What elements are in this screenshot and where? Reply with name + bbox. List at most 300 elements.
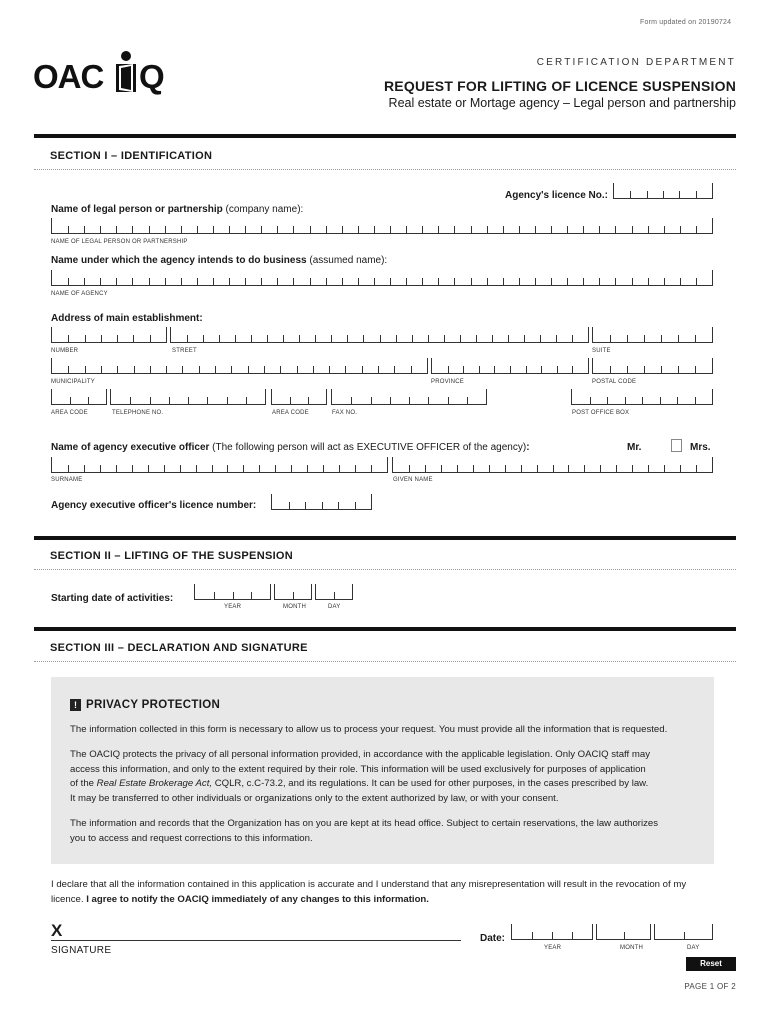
comb-divider <box>84 226 85 233</box>
comb-divider <box>625 397 626 404</box>
comb-divider <box>100 465 101 472</box>
comb-divider <box>203 335 204 342</box>
province-caption: PROVINCE <box>431 379 464 385</box>
comb-divider <box>684 932 685 939</box>
comb-divider <box>293 592 294 599</box>
comb-divider <box>412 335 413 342</box>
comb-divider <box>380 335 381 342</box>
comb-divider <box>68 335 69 342</box>
comb-divider <box>510 366 511 373</box>
given-name-field[interactable] <box>392 457 713 473</box>
comb-divider <box>149 278 150 285</box>
privacy-protection-box <box>51 677 714 864</box>
comb-divider <box>663 191 664 198</box>
start-year-field[interactable] <box>194 584 271 600</box>
comb-divider <box>448 366 449 373</box>
starting-date-label: Starting date of activities: <box>51 593 174 604</box>
comb-divider <box>396 335 397 342</box>
comb-divider <box>532 932 533 939</box>
comb-divider <box>632 226 633 233</box>
comb-divider <box>454 226 455 233</box>
comb-divider <box>535 226 536 233</box>
start-day-field[interactable] <box>315 584 353 600</box>
comb-divider <box>494 366 495 373</box>
comb-divider <box>277 226 278 233</box>
comb-divider <box>615 278 616 285</box>
privacy-paragraph-1: The information collected in this form is necessary to allow us to process your request. You must provide all the information that is requested. <box>70 724 668 735</box>
comb-divider <box>196 465 197 472</box>
signature-year-field[interactable] <box>511 924 593 940</box>
comb-divider <box>371 397 372 404</box>
executive-licence-field[interactable] <box>271 494 372 510</box>
comb-divider <box>503 278 504 285</box>
comb-divider <box>277 278 278 285</box>
comb-divider <box>197 226 198 233</box>
comb-divider <box>68 226 69 233</box>
postal-code-caption: POSTAL CODE <box>592 379 637 385</box>
comb-divider <box>406 278 407 285</box>
comb-divider <box>267 335 268 342</box>
comb-divider <box>519 226 520 233</box>
comb-divider <box>148 465 149 472</box>
comb-divider <box>390 397 391 404</box>
comb-divider <box>213 226 214 233</box>
start-year-caption: YEAR <box>224 604 242 610</box>
signature-month-field[interactable] <box>596 924 651 940</box>
comb-divider <box>678 366 679 373</box>
section-2-divider <box>34 569 736 570</box>
start-month-field[interactable] <box>274 584 312 600</box>
comb-divider <box>261 226 262 233</box>
comb-divider <box>165 226 166 233</box>
comb-divider <box>537 465 538 472</box>
assumed-name-field[interactable] <box>51 270 713 286</box>
comb-divider <box>68 465 69 472</box>
executive-officer-label-rest: (The following person will act as EXECUTIVE OFFICER of the agency) <box>209 442 527 453</box>
mr-label: Mr. <box>627 442 642 453</box>
comb-divider <box>326 226 327 233</box>
comb-divider <box>199 366 200 373</box>
comb-divider <box>169 397 170 404</box>
area-code-caption-2: AREA CODE <box>272 410 309 416</box>
comb-divider <box>334 592 335 599</box>
comb-divider <box>551 226 552 233</box>
comb-divider <box>390 278 391 285</box>
comb-divider <box>552 932 553 939</box>
page-number: PAGE 1 OF 2 <box>684 982 736 991</box>
comb-divider <box>297 366 298 373</box>
comb-divider <box>308 397 309 404</box>
comb-divider <box>264 366 265 373</box>
privacy-p3-line-2: you to access and request corrections to this information. <box>70 832 313 844</box>
comb-divider <box>378 366 379 373</box>
comb-divider <box>422 226 423 233</box>
signature-month-caption: MONTH <box>620 945 643 951</box>
page-title: REQUEST FOR LIFTING OF LICENCE SUSPENSION <box>384 78 736 94</box>
department-label: CERTIFICATION DEPARTMENT <box>536 57 736 68</box>
declaration-line-2-pre: licence. <box>51 893 87 905</box>
municipality-field[interactable] <box>51 358 428 374</box>
signature-x-mark: X <box>51 921 63 940</box>
comb-divider <box>261 278 262 285</box>
comb-divider <box>355 465 356 472</box>
comb-divider <box>355 502 356 509</box>
comb-divider <box>471 226 472 233</box>
comb-divider <box>661 335 662 342</box>
comb-divider <box>438 226 439 233</box>
comb-divider <box>116 278 117 285</box>
comb-divider <box>358 226 359 233</box>
privacy-paragraph-3 <box>70 817 658 846</box>
comb-divider <box>227 397 228 404</box>
comb-divider <box>648 465 649 472</box>
comb-divider <box>362 366 363 373</box>
comb-divider <box>245 278 246 285</box>
date-label: Date: <box>480 933 506 944</box>
telephone-field[interactable] <box>110 389 266 405</box>
comb-divider <box>680 465 681 472</box>
legal-name-label <box>51 204 303 215</box>
comb-divider <box>70 397 71 404</box>
comb-divider <box>642 397 643 404</box>
declaration-line-2 <box>51 893 686 908</box>
comb-divider <box>572 366 573 373</box>
executive-licence-label: Agency executive officer's licence number: <box>51 500 257 511</box>
comb-divider <box>677 397 678 404</box>
comb-divider <box>556 335 557 342</box>
area-code-caption-1: AREA CODE <box>51 410 88 416</box>
comb-divider <box>428 335 429 342</box>
comb-divider <box>181 278 182 285</box>
comb-divider <box>599 278 600 285</box>
comb-divider <box>695 335 696 342</box>
oaciq-logo <box>33 50 173 96</box>
province-field[interactable] <box>431 358 589 374</box>
comb-divider <box>695 366 696 373</box>
comb-divider <box>342 278 343 285</box>
comb-divider <box>275 465 276 472</box>
privacy-paragraph-2 <box>70 748 650 806</box>
comb-divider <box>207 397 208 404</box>
comb-divider <box>648 226 649 233</box>
comb-divider <box>84 465 85 472</box>
comb-divider <box>326 278 327 285</box>
comb-divider <box>130 397 131 404</box>
comb-divider <box>535 278 536 285</box>
comb-divider <box>632 465 633 472</box>
privacy-title: PRIVACY PROTECTION <box>86 699 221 711</box>
telephone-caption: TELEPHONE NO. <box>112 410 164 416</box>
comb-divider <box>134 366 135 373</box>
comb-divider <box>132 465 133 472</box>
comb-divider <box>280 366 281 373</box>
comb-divider <box>492 335 493 342</box>
comb-divider <box>290 397 291 404</box>
comb-divider <box>627 366 628 373</box>
comb-divider <box>409 397 410 404</box>
comb-divider <box>660 397 661 404</box>
fax-caption: FAX NO. <box>332 410 358 416</box>
comb-divider <box>567 226 568 233</box>
comb-divider <box>116 226 117 233</box>
section-1-divider <box>34 169 736 170</box>
page-subtitle: Real estate or Mortage agency – Legal person and partnership <box>388 96 736 110</box>
comb-divider <box>487 226 488 233</box>
assumed-name-label-rest: (assumed name): <box>306 255 388 266</box>
signature-day-field[interactable] <box>654 924 713 940</box>
post-office-box-caption: POST OFFICE BOX <box>572 410 630 416</box>
comb-divider <box>235 335 236 342</box>
comb-divider <box>679 191 680 198</box>
section-2-title: SECTION II – LIFTING OF THE SUSPENSION <box>50 550 294 562</box>
comb-divider <box>181 226 182 233</box>
phone-area-code-field[interactable] <box>51 389 107 405</box>
comb-divider <box>610 335 611 342</box>
comb-divider <box>215 366 216 373</box>
comb-divider <box>519 278 520 285</box>
comb-divider <box>540 335 541 342</box>
comb-divider <box>422 278 423 285</box>
comb-divider <box>101 366 102 373</box>
legal-name-label-bold: Name of legal person or partnership <box>51 204 223 215</box>
executive-officer-label-colon: : <box>526 442 530 453</box>
comb-divider <box>243 465 244 472</box>
comb-divider <box>293 226 294 233</box>
comb-divider <box>248 366 249 373</box>
comb-divider <box>371 465 372 472</box>
exclamation-icon: ! <box>70 699 81 711</box>
comb-divider <box>117 366 118 373</box>
comb-divider <box>678 335 679 342</box>
surname-field[interactable] <box>51 457 388 473</box>
comb-divider <box>599 226 600 233</box>
comb-divider <box>505 465 506 472</box>
comb-divider <box>648 278 649 285</box>
comb-divider <box>444 335 445 342</box>
signature-year-caption: YEAR <box>544 945 562 951</box>
assumed-name-caption: NAME OF AGENCY <box>51 291 108 297</box>
assumed-name-label <box>51 255 387 266</box>
signature-day-caption: DAY <box>687 945 700 951</box>
comb-divider <box>463 366 464 373</box>
fax-field[interactable] <box>331 389 487 405</box>
given-name-caption: GIVEN NAME <box>393 477 433 483</box>
mrs-label: Mrs. <box>690 442 711 453</box>
comb-divider <box>231 366 232 373</box>
reset-button[interactable]: Reset <box>686 957 736 971</box>
comb-divider <box>428 397 429 404</box>
comb-divider <box>568 465 569 472</box>
declaration-text <box>51 878 686 907</box>
comb-divider <box>553 465 554 472</box>
comb-divider <box>251 592 252 599</box>
post-office-box-field[interactable] <box>571 389 713 405</box>
comb-divider <box>607 397 608 404</box>
comb-divider <box>664 278 665 285</box>
comb-divider <box>85 335 86 342</box>
address-street-field[interactable] <box>170 327 589 343</box>
comb-divider <box>229 278 230 285</box>
comb-divider <box>627 335 628 342</box>
comb-divider <box>315 335 316 342</box>
comb-divider <box>339 465 340 472</box>
street-caption: STREET <box>172 348 197 354</box>
comb-divider <box>479 366 480 373</box>
comb-divider <box>590 397 591 404</box>
comb-divider <box>696 465 697 472</box>
comb-divider <box>150 397 151 404</box>
comb-divider <box>149 226 150 233</box>
comb-divider <box>85 366 86 373</box>
comb-divider <box>644 335 645 342</box>
comb-divider <box>132 278 133 285</box>
comb-divider <box>293 278 294 285</box>
section-3-top-rule <box>34 627 736 631</box>
comb-divider <box>338 502 339 509</box>
comb-divider <box>227 465 228 472</box>
comb-divider <box>557 366 558 373</box>
comb-divider <box>664 465 665 472</box>
comb-divider <box>471 278 472 285</box>
comb-divider <box>259 465 260 472</box>
comb-divider <box>572 335 573 342</box>
section-3-title: SECTION III – DECLARATION AND SIGNATURE <box>50 642 308 654</box>
address-number-field[interactable] <box>51 327 167 343</box>
comb-divider <box>473 465 474 472</box>
comb-divider <box>600 465 601 472</box>
address-suite-field[interactable] <box>592 327 713 343</box>
comb-divider <box>245 226 246 233</box>
privacy-p2-line-1: The OACIQ protects the privacy of all personal information provided, in accordance with the applicable legislation. Only OACIQ staff may <box>70 749 650 760</box>
comb-divider <box>524 335 525 342</box>
agency-licence-label: Agency's licence No.: <box>505 190 608 201</box>
assumed-name-label-bold: Name under which the agency intends to do business <box>51 255 307 266</box>
privacy-p3-line-1: The information and records that the Organization has on you are kept at its head office. Subject to certain reservations, the law authorizes <box>70 818 659 829</box>
comb-divider <box>229 226 230 233</box>
comb-divider <box>630 191 631 198</box>
fax-area-code-field[interactable] <box>271 389 327 405</box>
privacy-p2-line-3-post: CQLR, c.C-73.2, and its regulations. It can be used for other purposes, in the cases prescribed by law. <box>212 778 649 790</box>
comb-divider <box>526 366 527 373</box>
suite-caption: SUITE <box>592 348 611 354</box>
number-caption: NUMBER <box>51 348 79 354</box>
logo-text-left: OAC <box>33 58 104 95</box>
comb-divider <box>551 278 552 285</box>
comb-divider <box>180 465 181 472</box>
privacy-p2-line-3-pre: of the <box>70 778 97 790</box>
comb-divider <box>345 366 346 373</box>
comb-divider <box>68 278 69 285</box>
comb-divider <box>213 278 214 285</box>
comb-divider <box>438 278 439 285</box>
comb-divider <box>291 465 292 472</box>
comb-divider <box>84 278 85 285</box>
comb-divider <box>661 366 662 373</box>
comb-divider <box>150 366 151 373</box>
comb-divider <box>351 397 352 404</box>
comb-divider <box>101 335 102 342</box>
declaration-line-1: I declare that all the information contained in this application is accurate and I understand that any misrepresentation will result in the revocation of my <box>51 879 687 890</box>
comb-divider <box>521 465 522 472</box>
comb-divider <box>187 335 188 342</box>
comb-divider <box>460 335 461 342</box>
executive-officer-label-bold: Name of agency executive officer <box>51 442 210 453</box>
comb-divider <box>307 465 308 472</box>
header-divider <box>34 134 736 138</box>
municipality-caption: MUNICIPALITY <box>51 379 95 385</box>
mr-mrs-checkbox[interactable] <box>671 439 682 452</box>
comb-divider <box>647 191 648 198</box>
comb-divider <box>233 592 234 599</box>
comb-divider <box>541 366 542 373</box>
comb-divider <box>457 465 458 472</box>
comb-divider <box>342 226 343 233</box>
comb-divider <box>246 397 247 404</box>
comb-divider <box>695 397 696 404</box>
comb-divider <box>610 366 611 373</box>
comb-divider <box>406 226 407 233</box>
signature-line[interactable] <box>51 940 461 941</box>
agency-licence-field[interactable] <box>613 183 713 199</box>
comb-divider <box>476 335 477 342</box>
logo-door-icon <box>113 50 139 94</box>
comb-divider <box>117 335 118 342</box>
comb-divider <box>363 335 364 342</box>
comb-divider <box>489 465 490 472</box>
comb-divider <box>572 932 573 939</box>
comb-divider <box>664 226 665 233</box>
comb-divider <box>116 465 117 472</box>
comb-divider <box>88 397 89 404</box>
comb-divider <box>632 278 633 285</box>
comb-divider <box>644 366 645 373</box>
legal-name-field[interactable] <box>51 218 713 234</box>
legal-name-label-rest: (company name): <box>222 204 304 215</box>
comb-divider <box>374 278 375 285</box>
comb-divider <box>197 278 198 285</box>
comb-divider <box>454 278 455 285</box>
privacy-p2-line-4: It may be transferred to other individuals or organizations only to the extent authorized by law, or with your consent. <box>70 792 559 804</box>
section-2-top-rule <box>34 536 736 540</box>
comb-divider <box>313 366 314 373</box>
comb-divider <box>583 278 584 285</box>
comb-divider <box>508 335 509 342</box>
comb-divider <box>188 397 189 404</box>
comb-divider <box>305 502 306 509</box>
comb-divider <box>329 366 330 373</box>
comb-divider <box>310 278 311 285</box>
comb-divider <box>182 366 183 373</box>
legal-name-caption: NAME OF LEGAL PERSON OR PARTNERSHIP <box>51 239 188 245</box>
comb-divider <box>441 465 442 472</box>
postal-code-field[interactable] <box>592 358 713 374</box>
comb-divider <box>132 226 133 233</box>
comb-divider <box>680 278 681 285</box>
comb-divider <box>212 465 213 472</box>
section-3-divider <box>34 661 736 662</box>
form-updated-note: Form updated on 20190724 <box>640 19 732 26</box>
comb-divider <box>219 335 220 342</box>
comb-divider <box>584 465 585 472</box>
comb-divider <box>68 366 69 373</box>
privacy-p2-line-2: access this information, and only to the extent required by their role. This information will be used exclusively for purposes of application <box>70 763 646 775</box>
comb-divider <box>374 226 375 233</box>
comb-divider <box>358 278 359 285</box>
address-label: Address of main establishment: <box>51 313 203 324</box>
comb-divider <box>696 226 697 233</box>
comb-divider <box>567 278 568 285</box>
comb-divider <box>390 226 391 233</box>
